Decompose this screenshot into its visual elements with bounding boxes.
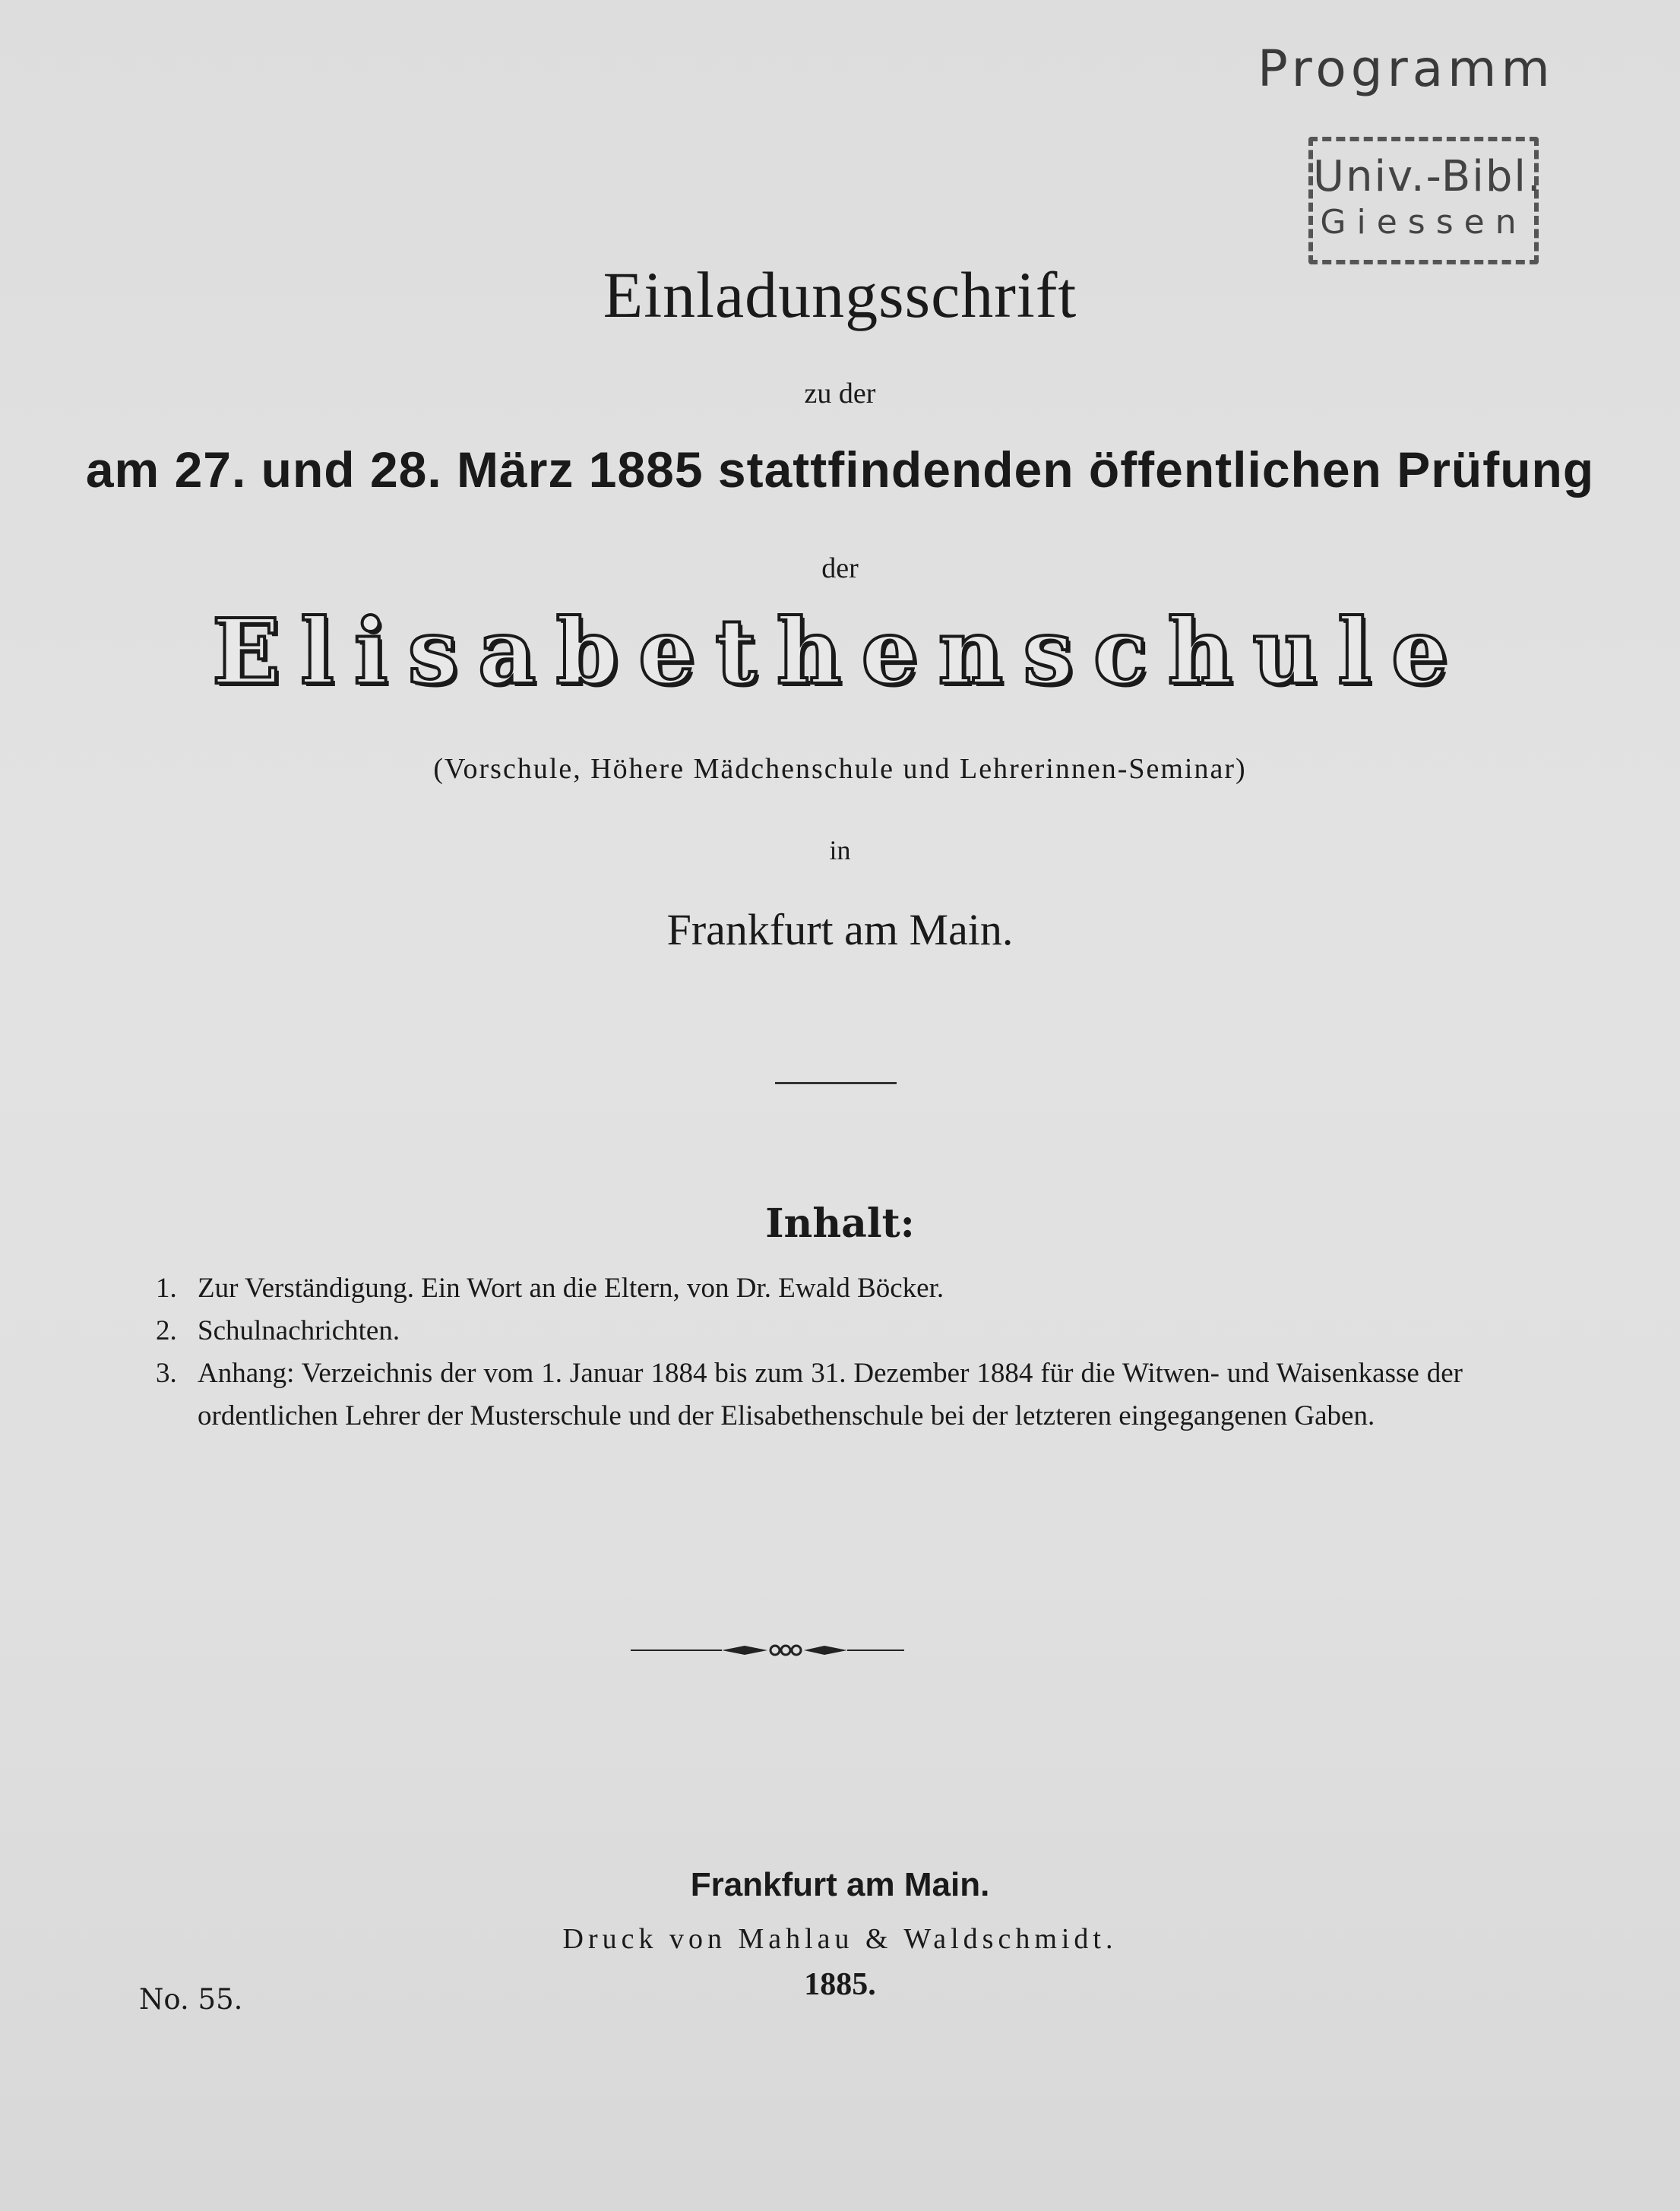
contents-item-text: Schulnachrichten. bbox=[198, 1315, 400, 1346]
contents-item bbox=[156, 1310, 1463, 1352]
occasion-line: am 27. und 28. März 1885 stattfindenden öffentlichen Prüfung bbox=[85, 441, 1595, 498]
ornament-divider-icon bbox=[631, 1635, 904, 1665]
document-title: Einladungsschrift bbox=[603, 258, 1077, 331]
contents-item bbox=[156, 1267, 1463, 1310]
school-city: Frankfurt am Main. bbox=[666, 905, 1014, 954]
program-label: Programm bbox=[1258, 40, 1555, 98]
connector-in: in bbox=[829, 835, 851, 865]
contents-item-text: Zur Verständigung. Ein Wort an die Eltern, von Dr. Ewald Böcker. bbox=[198, 1273, 944, 1304]
divider-rule bbox=[775, 1082, 897, 1084]
contents-item-number: 1. bbox=[156, 1273, 177, 1304]
stamp-line-1: Univ.-Bibl. bbox=[1313, 152, 1542, 201]
imprint-printer: Druck von Mahlau & Waldschmidt. bbox=[562, 1923, 1118, 1955]
document-number: No. 55. bbox=[139, 1983, 243, 2016]
connector-der: der bbox=[821, 552, 859, 584]
school-subtitle: (Vorschule, Höhere Mädchenschule und Lehrerinnen-Seminar) bbox=[433, 753, 1247, 785]
school-name: Elisabethenschule bbox=[212, 599, 1468, 704]
contents-list bbox=[156, 1267, 1463, 1438]
contents-heading: Inhalt: bbox=[765, 1200, 915, 1247]
contents-item-number: 3. bbox=[156, 1358, 177, 1389]
contents-item-number: 2. bbox=[156, 1315, 177, 1346]
imprint-year: 1885. bbox=[804, 1967, 876, 2002]
connector-zu-der: zu der bbox=[804, 378, 876, 410]
contents-item bbox=[156, 1352, 1463, 1438]
contents-item-text: Anhang: Verzeichnis der vom 1. Januar 1884 bis zum 31. Dezember 1884 für die Witwen- und Waisenkasse der ordentlichen Lehrer der Musterschule und der Elisabethenschule bei der letzteren eingegangenen Gaben. bbox=[198, 1358, 1463, 1431]
library-stamp bbox=[1308, 137, 1542, 264]
imprint-city: Frankfurt am Main. bbox=[690, 1866, 990, 1903]
stamp-line-2: Giessen bbox=[1320, 203, 1527, 242]
